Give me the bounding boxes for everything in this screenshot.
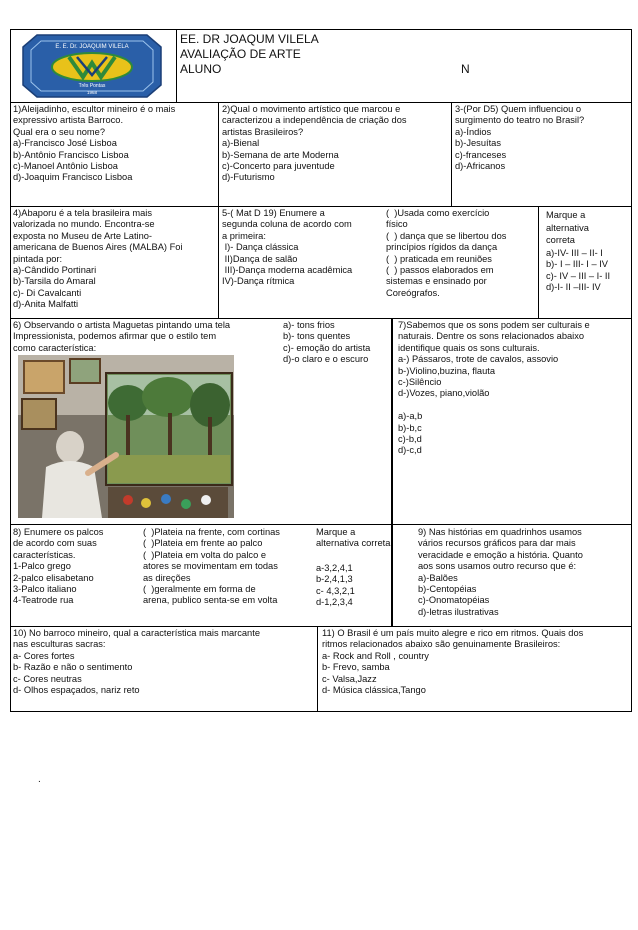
text-line: b)-Antônio Francisco Lisboa (13, 149, 129, 160)
text-line: a)-IV- III – II- I (546, 248, 603, 258)
header-divider (176, 29, 177, 102)
text-line: c)-franceses (455, 149, 507, 160)
text-line: Marque a (316, 527, 356, 537)
text-line: b)-Semana de arte Moderna (222, 149, 339, 160)
text-line: 9) Nas histórias em quadrinhos usamos (418, 527, 582, 537)
student-label: ALUNO (180, 62, 222, 76)
text-line: de acordo com suas (13, 538, 97, 549)
question-1 (13, 104, 175, 184)
text-line: d)-c,d (398, 445, 422, 456)
question-3 (455, 104, 584, 172)
text-line: 1-Palco grego (13, 561, 71, 572)
row2-col-a (218, 206, 219, 318)
text-line: c)- Di Cavalcanti (13, 287, 82, 298)
school-logo (17, 33, 167, 99)
text-line: d)-Anita Malfatti (13, 299, 79, 310)
question-5-column (386, 208, 506, 299)
text-line: c)-Manoel Antônio Lisboa (13, 161, 118, 172)
text-line: b)-Jesuítas (455, 138, 501, 149)
text-line: c- Valsa,Jazz (322, 673, 377, 684)
text-line: c)- emoção do artista (283, 342, 371, 353)
text-line: d-)Vozes, piano,violão (398, 388, 490, 399)
text-line: 3-(Por D5) Quem influenciou o (455, 104, 582, 114)
text-line: vários recursos gráficos para dar mais (418, 538, 576, 549)
text-line: 1)Aleijadinho, escultor mineiro é o mais (13, 104, 176, 114)
logo-ring-text: E. E. Dr. JOAQUIM VILELA (55, 44, 129, 50)
text-line: b)-b,c (398, 422, 422, 433)
painting-photo (18, 355, 234, 518)
text-line: I)- Dança clássica (222, 242, 299, 253)
text-line: 2-palco elisabetano (13, 572, 94, 583)
text-line: pintada por: (13, 253, 63, 264)
text-line: Impressionista, podemos afirmar que o estilo tem (13, 331, 217, 342)
text-line: c)-b,d (398, 434, 422, 445)
text-line: ( )Plateia na frente, com cortinas (143, 527, 280, 537)
text-line: c-)Silêncio (398, 377, 442, 388)
text-line: d)-I- II –III- IV (546, 282, 601, 293)
text-line (398, 400, 590, 411)
text-line: a)-Cândido Portinari (13, 265, 97, 276)
text-line: caracterizou a independência de criação dos (222, 115, 407, 126)
text-line: 3-Palco italiano (13, 584, 77, 595)
text-line: b)-Tarsila do Amaral (13, 276, 96, 287)
question-8-column (143, 527, 280, 607)
text-line: valorizada no mundo. Encontra-se (13, 219, 155, 230)
text-line: b)- I – III- I – IV (546, 259, 608, 270)
text-line: b- Frevo, samba (322, 662, 390, 673)
text-line: c)-Concerto para juventude (222, 161, 335, 172)
text-line: Qual era o seu nome? (13, 126, 105, 137)
text-line: d)-letras ilustrativas (418, 606, 499, 617)
row1-col-a (218, 102, 219, 206)
question-6-stem (13, 320, 230, 354)
row-divider-1 (10, 102, 632, 103)
text-line: a- Rock and Roll , country (322, 650, 429, 661)
text-line: sistemas e ensinado por (386, 276, 487, 287)
text-line: c- 4,3,2,1 (316, 585, 355, 596)
text-line: 8) Enumere os palcos (13, 527, 104, 537)
question-5-answers (546, 248, 610, 294)
text-line: nas esculturas sacras: (13, 639, 106, 650)
text-line: a primeira: (222, 230, 266, 241)
text-line: d- Olhos espaçados, nariz reto (13, 685, 140, 696)
border-top (10, 29, 632, 30)
question-8-answer-title (316, 527, 390, 550)
text-line: correta (546, 235, 575, 245)
question-8-answers (316, 563, 355, 609)
question-10 (13, 628, 260, 696)
text-line: Coreógrafos. (386, 287, 440, 298)
text-line: as direções (143, 572, 191, 583)
text-line: d)-Futurismo (222, 172, 275, 183)
text-line: exposta no Museu de Arte Latino- (13, 230, 153, 241)
text-line: d)-o claro e o escuro (283, 354, 369, 365)
text-line: b- Razão e não o sentimento (13, 662, 133, 673)
logo-lower-text: Três Pontas (78, 83, 106, 89)
text-line: d- Música clássica,Tango (322, 685, 426, 696)
text-line: arena, publico senta-se em volta (143, 595, 278, 606)
text-line: III)-Dança moderna acadêmica (222, 265, 353, 276)
school-name: EE. DR JOAQUM VILELA (180, 32, 319, 46)
text-line: Marque a (546, 210, 586, 220)
text-line: físico (386, 219, 408, 230)
row-divider-4 (10, 524, 632, 525)
text-line: atores se movimentam em todas (143, 561, 278, 572)
subject-title: AVALIAÇÃO DE ARTE (180, 47, 301, 61)
text-line: a)-Francisco José Lisboa (13, 138, 117, 149)
text-line: ( )Plateia em frente ao palco (143, 538, 263, 549)
text-line: aos sons usamos outro recurso que é: (418, 561, 577, 572)
text-line: 7)Sabemos que os sons podem ser culturais e (398, 320, 590, 330)
text-line: expressivo artista Barroco. (13, 115, 124, 126)
text-line: a-) Pássaros, trote de cavalos, assovio (398, 354, 559, 365)
text-line: ( )Usada como exercício (386, 208, 490, 218)
text-line: ( ) dança que se libertou dos (386, 230, 507, 241)
text-line: c)- IV – III – I- II (546, 270, 611, 281)
text-line: a)- tons frios (283, 320, 335, 330)
question-4 (13, 208, 183, 311)
text-line: a)-Balões (418, 572, 458, 583)
text-line: 10) No barroco mineiro, qual a característica mais marcante (13, 628, 260, 638)
text-line: naturais. Dentre os sons relacionados abaixo (398, 331, 585, 342)
border-bottom (10, 711, 632, 712)
question-6-options (283, 320, 370, 366)
question-9 (418, 527, 583, 618)
text-line: alternativa (546, 222, 589, 233)
row1-col-b (451, 102, 452, 206)
text-line: alternativa correta (316, 538, 391, 549)
row-divider-5 (10, 626, 632, 627)
text-line: b-)Violino,buzina, flauta (398, 365, 495, 376)
row5-col-a (317, 626, 318, 711)
text-line: d)-Joaquim Francisco Lisboa (13, 172, 133, 183)
text-line: ( )geralmente em forma de (143, 584, 256, 595)
text-line: características. (13, 549, 76, 560)
text-line: b)-Centopéias (418, 584, 477, 595)
question-8-stem (13, 527, 103, 607)
row4-col-a (391, 524, 393, 626)
text-line: ritmos relacionados abaixo são genuinamente Brasileiros: (322, 639, 561, 650)
text-line: c)-Onomatopéias (418, 595, 490, 606)
question-11 (322, 628, 583, 696)
text-line: princípios rígidos da dança (386, 242, 498, 253)
question-5-stem (222, 208, 352, 288)
row-divider-3 (10, 318, 632, 319)
text-line: 11) O Brasil é um país muito alegre e rico em ritmos. Quais dos (322, 628, 584, 638)
text-line: a- Cores fortes (13, 650, 75, 661)
logo-year: 1968 (86, 90, 98, 95)
text-line: a)-a,b (398, 411, 423, 422)
border-left (10, 29, 11, 712)
text-line: artistas Brasileiros? (222, 126, 304, 137)
text-line: c- Cores neutras (13, 673, 82, 684)
text-line: ( ) passos elaborados em (386, 265, 494, 276)
text-line: 2)Qual o movimento artístico que marcou e (222, 104, 401, 114)
question-2 (222, 104, 407, 184)
text-line: b-2,4,1,3 (316, 574, 353, 585)
text-line: 6) Observando o artista Maguetas pintando uma tela (13, 320, 231, 330)
text-line: d-1,2,3,4 (316, 597, 353, 608)
text-line: surgimento do teatro no Brasil? (455, 115, 585, 126)
question-7 (398, 320, 590, 457)
text-line: 4)Abaporu é a tela brasileira mais (13, 208, 153, 218)
text-line: ( ) praticada em reuniões (386, 253, 492, 264)
text-line: segunda coluna de acordo com (222, 219, 352, 230)
text-line: a-3,2,4,1 (316, 563, 353, 573)
text-line: americana de Buenos Aires (MALBA) Foi (13, 242, 183, 253)
text-line: a)-Bienal (222, 138, 260, 149)
text-line: IV)-Dança rítmica (222, 276, 295, 287)
text-line: d)-Africanos (455, 161, 506, 172)
question-5-answer-title (546, 209, 589, 247)
number-label: N (461, 62, 470, 76)
text-line: identifique quais os sons culturais. (398, 342, 540, 353)
text-line: II)Dança de salão (222, 253, 298, 264)
border-right (631, 29, 632, 712)
row3-col-a (391, 318, 393, 524)
text-line: como característica: (13, 342, 97, 353)
text-line: a)-Índios (455, 126, 492, 137)
text-line: b)- tons quentes (283, 331, 351, 342)
text-line: ( )Plateia em volta do palco e (143, 549, 266, 560)
row2-col-b (538, 206, 539, 318)
text-line: veracidade e emoção a história. Quanto (418, 549, 583, 560)
text-line: 5-( Mat D 19) Enumere a (222, 208, 325, 218)
stray-dot: . (38, 774, 41, 785)
text-line: 4-Teatrode rua (13, 595, 74, 606)
